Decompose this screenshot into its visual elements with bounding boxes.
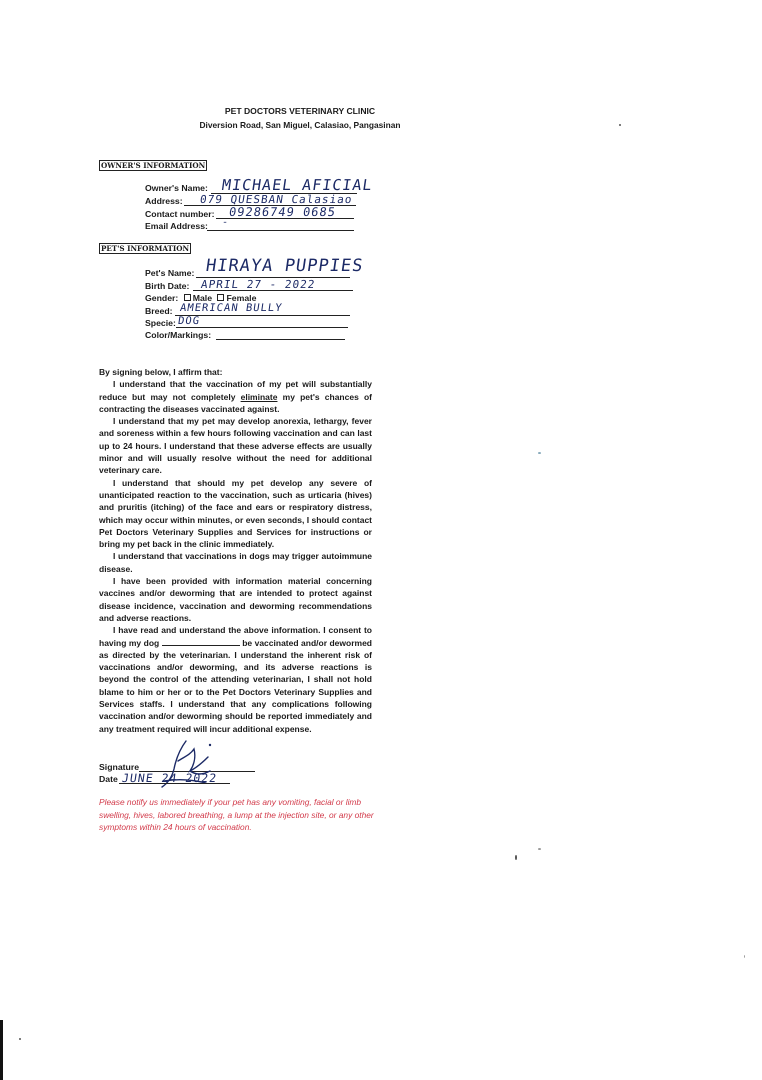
consent-paragraph-6: I have read and understand the above information. I consent to having my dog be vaccinated and/or dewormed as directed by the veterinarian. I understand the inherent risk of vaccinations and/or deworming, and its adverse reactions is beyond the control of the attending veterinarian, I shall not hold blame to him or her or to the Pet Doctors Veterinary Supplies and Services staffs. I understand that any complications following vaccination and/or deworming should be reported immediately and any treatment required will incur additional expense. <box>99 625 372 734</box>
pet-color-line <box>216 339 345 340</box>
pet-specie-label: Specie: <box>145 318 176 328</box>
consent-text <box>99 366 372 735</box>
consent-paragraph-1: I understand that the vaccination of my pet will substantially reduce but may not completely eliminate my pet's chances of contracting the diseases vaccinated against. <box>99 379 372 414</box>
scan-speck <box>744 955 745 958</box>
scan-edge <box>0 1020 3 1080</box>
scan-speck <box>538 452 541 454</box>
gender-male-checkbox[interactable] <box>184 294 191 301</box>
date-label: Date <box>99 774 118 784</box>
scan-speck <box>515 855 517 860</box>
owner-address-value: 079 QUESBAN Calasiao <box>199 193 354 206</box>
owner-name-value: MICHAEL AFICIAL <box>220 176 374 194</box>
owner-address-label: Address: <box>145 196 183 206</box>
date-value: JUNE 24 2022 <box>121 771 219 785</box>
dog-name-blank[interactable] <box>162 637 240 646</box>
consent-paragraph-3: I understand that should my pet develop any severe of unanticipated reaction to the vaccination, such as urticaria (hives) and pruritis (itching) of the face and ears or respiratory distress, which may occur within minutes, or even seconds, I should contact Pet Doctors Veterinary Supplies and Services for instructions or bring my pet back in the clinic immediately. <box>99 477 372 550</box>
consent-paragraph-2: I understand that my pet may develop anorexia, lethargy, fever and soreness within a few hours following vaccination and can last up to 24 hours. I understand that these adverse effects are usually minor and will usually resolve without the need for additional veterinary care. <box>99 416 372 476</box>
owner-contact-value: 09286749 0685 <box>228 205 337 219</box>
pet-name-label: Pet's Name: <box>145 268 195 278</box>
signature-scribble <box>150 735 220 795</box>
pet-birth-value: APRIL 27 - 2022 <box>200 278 317 291</box>
clinic-name: PET DOCTORS VETERINARY CLINIC <box>224 106 376 116</box>
pet-breed-label: Breed: <box>145 306 173 316</box>
owner-name-label: Owner's Name: <box>145 183 208 193</box>
pet-breed-line <box>175 315 350 316</box>
scan-speck <box>619 124 621 126</box>
post-vaccination-notice: Please notify us immediately if your pet has any vomiting, facial or limb swelling, hives, labored breathing, a lump at the injection site, or any other symptoms within 24 hours of vaccination. <box>99 797 374 832</box>
pet-specie-line <box>176 327 348 328</box>
pet-section-heading: PET'S INFORMATION <box>101 244 190 253</box>
consent-paragraph-5: I have been provided with information material concerning vaccines and/or deworming that are intended to protect against disease incidence, vaccination and deworming recommendations and adverse reactions. <box>99 576 372 623</box>
gender-male-label: Male <box>192 293 213 303</box>
consent-paragraph-4: I understand that vaccinations in dogs may trigger autoimmune disease. <box>99 551 372 574</box>
pet-specie-value: DOG <box>177 315 201 327</box>
owner-section-heading: OWNER'S INFORMATION <box>101 161 206 170</box>
owner-email-label: Email Address: <box>145 221 208 231</box>
gender-female-label: Female <box>226 293 257 303</box>
signature-label: Signature <box>99 762 140 772</box>
pet-gender-label: Gender: <box>145 293 179 303</box>
consent-intro: By signing below, I affirm that: <box>99 367 223 377</box>
owner-contact-label: Contact number: <box>145 209 215 219</box>
owner-email-value: - <box>221 217 230 228</box>
pet-birth-label: Birth Date: <box>145 281 190 291</box>
scan-speck <box>538 848 541 850</box>
owner-email-line <box>207 230 354 231</box>
pet-breed-value: AMERICAN BULLY <box>179 302 284 314</box>
scan-speck <box>19 1038 21 1040</box>
clinic-address: Diversion Road, San Miguel, Calasiao, Pangasinan <box>199 120 401 130</box>
pet-color-label: Color/Markings: <box>145 330 212 340</box>
pet-name-value: HIRAYA PUPPIES <box>204 256 365 276</box>
gender-female-checkbox[interactable] <box>217 294 224 301</box>
